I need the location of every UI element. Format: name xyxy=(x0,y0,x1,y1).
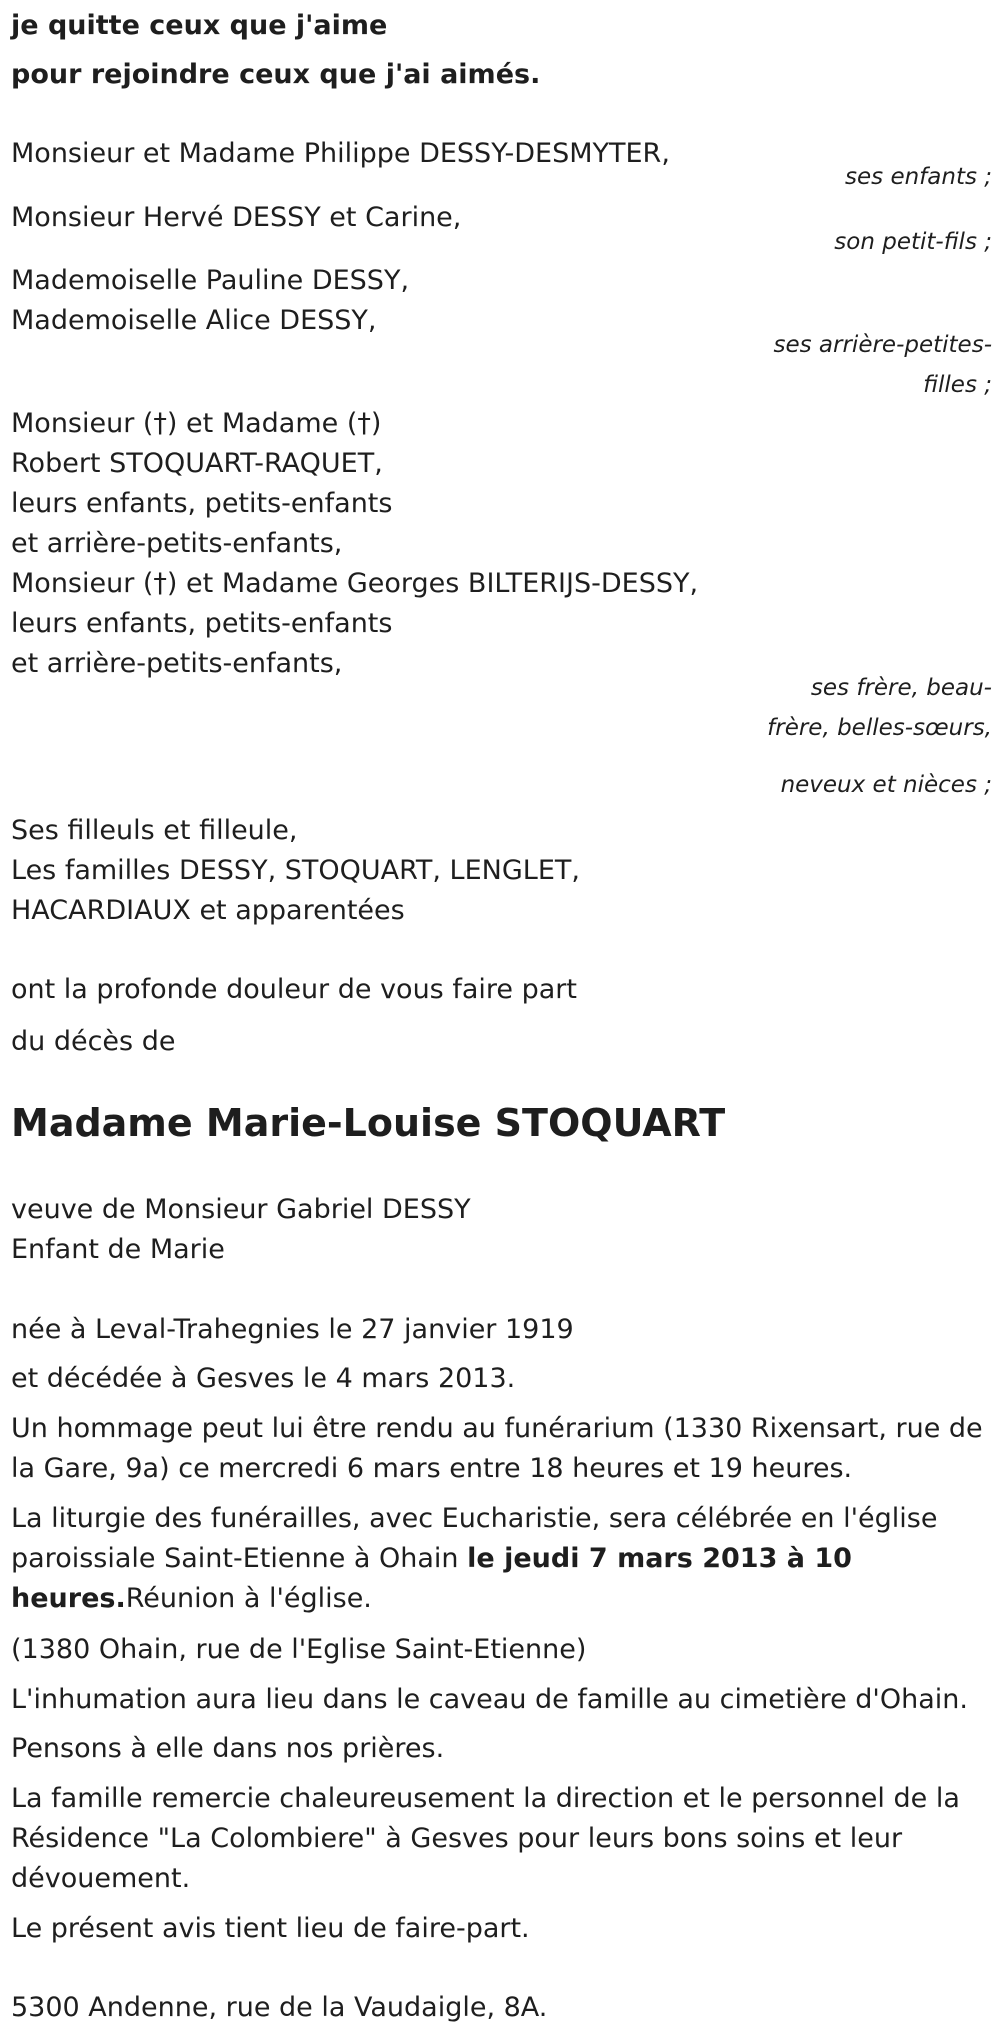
family-line: Robert STOQUART-RAQUET, xyxy=(11,448,383,479)
liturgy-line xyxy=(11,1579,372,1619)
family-line: et arrière-petits-enfants, xyxy=(11,528,343,559)
thanks-line: Résidence "La Colombiere" à Gesves pour leurs bons soins et leur xyxy=(11,1823,903,1854)
relation-label: ses frère, beau-frère, belles-sœurs, xyxy=(767,675,992,741)
liturgy-line xyxy=(11,1539,852,1579)
relation-label: ses enfants ; xyxy=(845,164,992,190)
family-line: Mademoiselle Alice DESSY, xyxy=(11,305,377,336)
relation-label: son petit-fils ; xyxy=(834,229,992,255)
hommage-line: Un hommage peut lui être rendu au funérarium (1330 Rixensart, rue de xyxy=(11,1413,983,1444)
epigraph-line-2: pour rejoindre ceux que j'ai aimés. xyxy=(11,59,541,90)
family-line: leurs enfants, petits-enfants xyxy=(11,488,393,519)
burial-line: L'inhumation aura lieu dans le caveau de famille au cimetière d'Ohain. xyxy=(11,1684,968,1715)
liturgy-text: Réunion à l'église. xyxy=(125,1583,372,1614)
others-line: Ses filleuls et filleule, xyxy=(11,815,298,846)
relation-label: ses arrière-petites-filles ; xyxy=(773,332,992,398)
family-line: Monsieur Hervé DESSY et Carine, xyxy=(11,202,462,233)
prayer-line: Pensons à elle dans nos prières. xyxy=(11,1733,445,1764)
family-line: Monsieur et Madame Philippe DESSY-DESMYTER, xyxy=(11,138,670,169)
thanks-line: dévouement. xyxy=(11,1863,191,1894)
deceased-detail: Enfant de Marie xyxy=(11,1234,225,1265)
deceased-name: Madame Marie-Louise STOQUART xyxy=(11,1101,726,1145)
liturgy-text: paroissiale Saint-Etienne à Ohain xyxy=(11,1543,468,1574)
family-line: leurs enfants, petits-enfants xyxy=(11,608,393,639)
family-address: 5300 Andenne, rue de la Vaudaigle, 8A. xyxy=(11,1992,548,2023)
relation-label: neveux et nièces ; xyxy=(780,772,992,798)
birth-line: née à Leval-Trahegnies le 27 janvier 1919 xyxy=(11,1314,574,1345)
hommage-line: la Gare, 9a) ce mercredi 6 mars entre 18 heures et 19 heures. xyxy=(11,1453,853,1484)
death-line: et décédée à Gesves le 4 mars 2013. xyxy=(11,1363,516,1394)
family-line: Mademoiselle Pauline DESSY, xyxy=(11,265,410,296)
notice-line: Le présent avis tient lieu de faire-part. xyxy=(11,1913,530,1944)
epigraph-line-1: je quitte ceux que j'aime xyxy=(11,10,388,41)
family-line: et arrière-petits-enfants, xyxy=(11,648,343,679)
family-line: Monsieur (†) et Madame Georges BILTERIJS-DESSY, xyxy=(11,568,699,599)
church-address: (1380 Ohain, rue de l'Eglise Saint-Etienne) xyxy=(11,1634,587,1665)
others-line: Les familles DESSY, STOQUART, LENGLET, xyxy=(11,855,580,886)
others-line: HACARDIAUX et apparentées xyxy=(11,895,405,926)
liturgy-date: le jeudi 7 mars 2013 à 10 xyxy=(467,1543,852,1574)
thanks-line: La famille remercie chaleureusement la direction et le personnel de la xyxy=(11,1783,960,1814)
announcement-line: ont la profonde douleur de vous faire part xyxy=(11,974,577,1005)
announcement-line: du décès de xyxy=(11,1026,176,1057)
liturgy-time: heures. xyxy=(11,1583,126,1614)
deceased-detail: veuve de Monsieur Gabriel DESSY xyxy=(11,1194,471,1225)
family-line: Monsieur (†) et Madame (†) xyxy=(11,408,382,439)
liturgy-line: La liturgie des funérailles, avec Eucharistie, sera célébrée en l'église xyxy=(11,1503,938,1534)
